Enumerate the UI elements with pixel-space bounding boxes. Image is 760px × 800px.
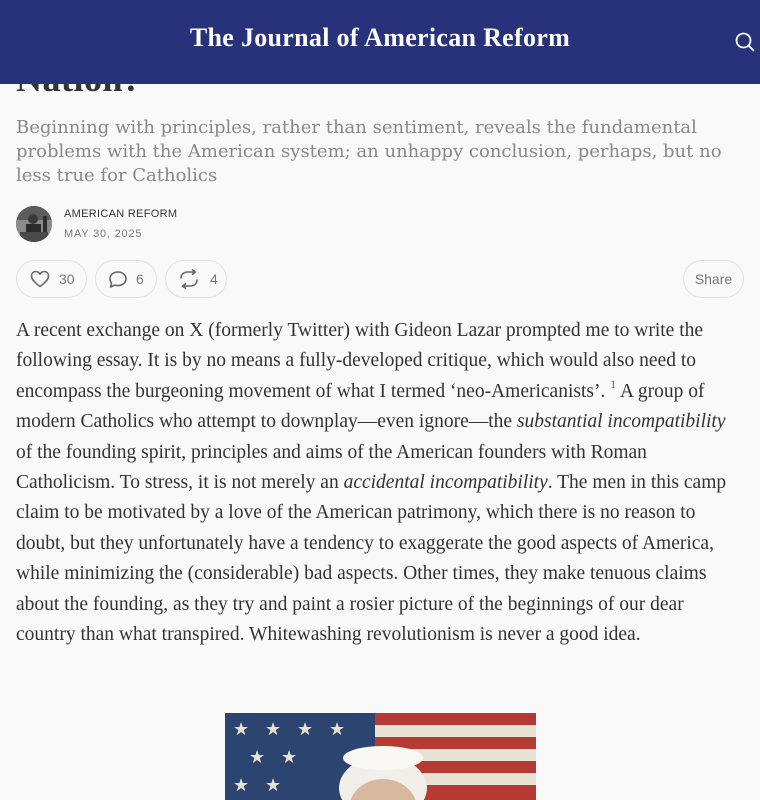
paragraph-text: of the founding spirit, principles and aims of the American founders with Roman Catholicism. To stress, it is not merely an	[16, 441, 647, 494]
avatar-image	[16, 206, 52, 242]
svg-text:★: ★	[265, 719, 282, 740]
restack-icon	[178, 269, 200, 289]
body-paragraph	[16, 316, 744, 650]
article-body	[16, 316, 744, 650]
emphasis-text: accidental incompatibility	[343, 472, 548, 494]
comment-count: 6	[136, 271, 144, 287]
svg-text:★: ★	[233, 719, 250, 740]
like-button[interactable]	[16, 260, 87, 298]
search-button[interactable]	[734, 31, 756, 53]
share-button[interactable]	[683, 260, 744, 298]
footnote-link[interactable]: 1	[610, 376, 617, 391]
svg-text:★: ★	[297, 719, 314, 740]
flag-portrait-image	[225, 713, 536, 800]
article-subtitle: Beginning with principles, rather than sentiment, reveals the fundamental problems with the American system; an unhappy conclusion, perhaps, but no less true for Catholics	[16, 117, 722, 186]
article-image[interactable]	[225, 713, 536, 800]
svg-text:★: ★	[329, 719, 346, 740]
comment-button[interactable]	[95, 260, 157, 298]
site-header	[0, 0, 760, 84]
svg-text:★: ★	[249, 747, 266, 768]
like-count: 30	[59, 271, 75, 287]
comment-icon	[108, 270, 128, 289]
publish-date: MAY 30, 2025	[64, 228, 143, 240]
paragraph-text: A recent exchange on X (formerly Twitter) with Gideon Lazar prompted me to write the following essay. It is by no means a fully-developed critique, which would also need to encompass the burgeoning movement of what I termed ‘neo-Americanists’.	[16, 320, 704, 402]
restack-count: 4	[210, 271, 218, 287]
author-name[interactable]: AMERICAN REFORM	[64, 208, 178, 220]
paragraph-text: A group of modern Catholics who attempt to downplay—even ignore—the	[16, 380, 705, 433]
site-title[interactable]: The Journal of American Reform	[189, 23, 571, 52]
author-avatar[interactable]	[16, 206, 52, 242]
svg-text:★: ★	[281, 747, 298, 768]
svg-text:★: ★	[233, 775, 250, 796]
paragraph-text: . The men in this camp claim to be motivated by a love of the American patrimony, which there is no reason to doubt, but they unfortunately have a tendency to exaggerate the good aspects of America, while minimizing the (considerable) bad aspects. Other times, they make tenuous claims about the founding, as they try and paint a rosier picture of the beginnings of our dear country than what transpired. Whitewashing revolutionism is never a good idea.	[16, 472, 727, 646]
heart-icon	[30, 270, 50, 288]
share-label: Share	[694, 271, 733, 287]
emphasis-text: substantial incompatibility	[516, 411, 726, 433]
svg-text:★: ★	[265, 775, 282, 796]
search-icon	[734, 31, 756, 53]
restack-button[interactable]	[165, 260, 227, 298]
